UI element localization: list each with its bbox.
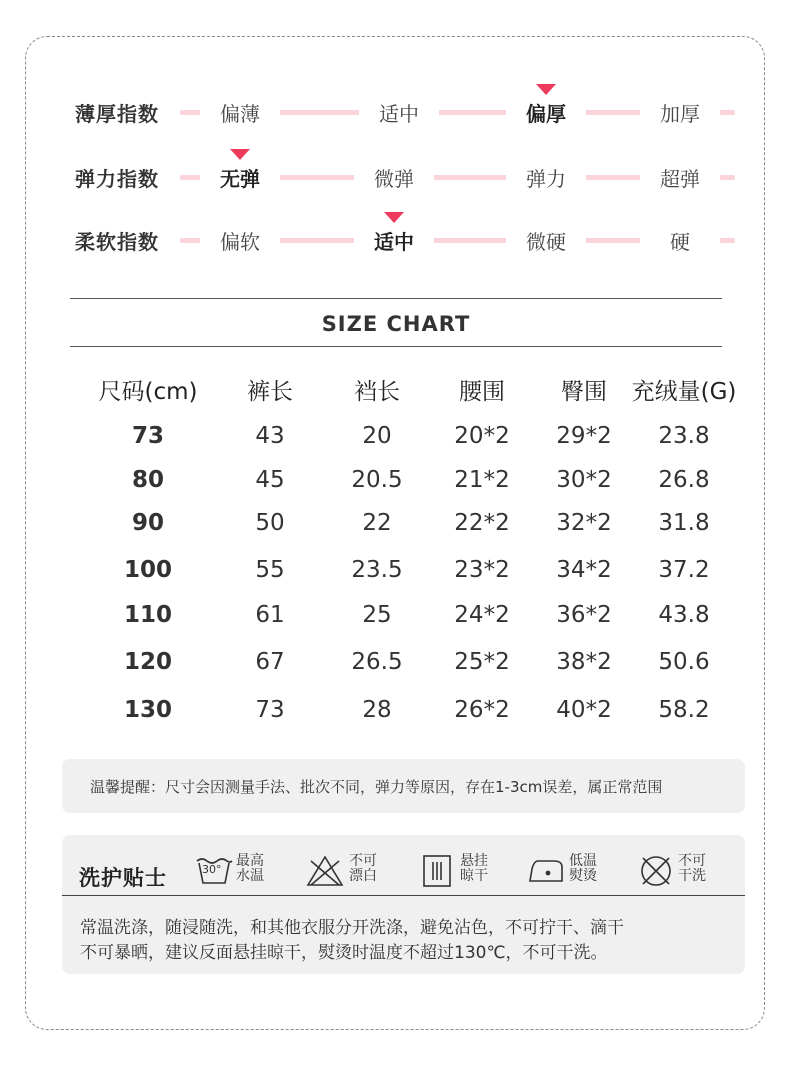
hang-dry-icon [417,853,457,889]
reminder-text: 温馨提醒：尺寸会因测量手法、批次不同，弹力等原因，存在1-3cm误差，属正常范围 [90,778,663,796]
index-title: 薄厚指数 [75,102,159,126]
care-tips-panel [62,835,745,974]
care-label: 不可 漂白 [349,853,377,884]
size-cell: 120 [123,649,172,675]
care-label: 低温 熨烫 [569,853,597,884]
index-option: 超弹 [640,163,720,192]
care-label: 不可 干洗 [678,853,706,884]
table-cell: 20 [362,423,392,449]
table-cell: 50.6 [658,649,710,675]
size-reminder [62,759,745,813]
table-cell: 43 [255,423,285,449]
header-fill-weight: 充绒量(G) [631,379,737,405]
table-cell: 50 [255,510,285,536]
table-cell: 20.5 [351,467,403,493]
chart-title-rule [70,346,722,347]
index-title: 弹力指数 [75,167,159,191]
size-cell: 100 [123,557,172,583]
table-cell: 32*2 [556,510,612,536]
care-title: 洗护贴士 [79,866,167,890]
table-cell: 61 [255,602,285,628]
table-cell: 26.8 [658,467,710,493]
table-cell: 67 [255,649,285,675]
header-rise: 裆长 [354,379,400,405]
softness-index-row [75,218,735,258]
table-cell: 24*2 [454,602,510,628]
size-cell: 73 [131,423,164,449]
table-cell: 37.2 [658,557,710,583]
index-title: 柔软指数 [75,230,159,254]
table-cell: 58.2 [658,697,710,723]
table-cell: 73 [255,697,285,723]
care-text-line: 常温洗涤，随浸随洗，和其他衣服分开洗涤，避免沾色，不可拧干、滴干 [80,918,624,938]
size-cell: 80 [131,467,164,493]
table-cell: 26*2 [454,697,510,723]
index-option-selected: 无弹 [200,163,280,192]
table-cell: 31.8 [658,510,710,536]
table-cell: 26.5 [351,649,403,675]
no-bleach-icon [305,853,345,889]
care-divider [62,895,745,896]
size-chart-title: SIZE CHART [321,312,471,336]
index-option-selected: 适中 [354,226,434,255]
table-cell: 22 [362,510,392,536]
table-cell: 29*2 [556,423,612,449]
table-cell: 23*2 [454,557,510,583]
index-option: 微弹 [354,163,434,192]
table-cell: 38*2 [556,649,612,675]
size-cell: 110 [123,602,172,628]
table-cell: 22*2 [454,510,510,536]
care-label: 悬挂 晾干 [460,853,488,884]
table-cell: 55 [255,557,285,583]
table-cell: 36*2 [556,602,612,628]
chart-top-rule [70,298,722,299]
wash-temp-badge: 30° [202,863,222,876]
header-size: 尺码(cm) [98,379,198,405]
header-pants-length: 裤长 [247,379,293,405]
size-cell: 130 [123,697,172,723]
index-option: 偏薄 [200,98,280,127]
selected-marker-icon [230,149,250,160]
index-option: 弹力 [506,163,586,192]
table-cell: 25 [362,602,392,628]
table-cell: 34*2 [556,557,612,583]
table-cell: 23.5 [351,557,403,583]
index-option: 微硬 [506,226,586,255]
table-cell: 40*2 [556,697,612,723]
elasticity-index-row [75,155,735,195]
selected-marker-icon [384,212,404,223]
low-iron-icon [526,853,566,889]
index-option: 偏软 [200,226,280,255]
header-hip: 臀围 [561,379,607,405]
table-cell: 25*2 [454,649,510,675]
table-cell: 21*2 [454,467,510,493]
thickness-index-row [75,90,735,130]
table-cell: 45 [255,467,285,493]
table-cell: 43.8 [658,602,710,628]
selected-marker-icon [536,84,556,95]
table-cell: 20*2 [454,423,510,449]
table-cell: 30*2 [556,467,612,493]
index-option: 适中 [359,98,439,127]
index-option-selected: 偏厚 [506,98,586,127]
table-cell: 28 [362,697,392,723]
no-dry-clean-icon [636,853,676,889]
table-cell: 23.8 [658,423,710,449]
header-waist: 腰围 [459,379,505,405]
care-text-line: 不可暴晒，建议反面悬挂晾干，熨烫时温度不超过130℃，不可干洗。 [80,943,608,963]
index-option: 加厚 [640,98,720,127]
size-cell: 90 [131,510,164,536]
index-option: 硬 [640,226,720,255]
care-label: 最高 水温 [236,853,264,884]
